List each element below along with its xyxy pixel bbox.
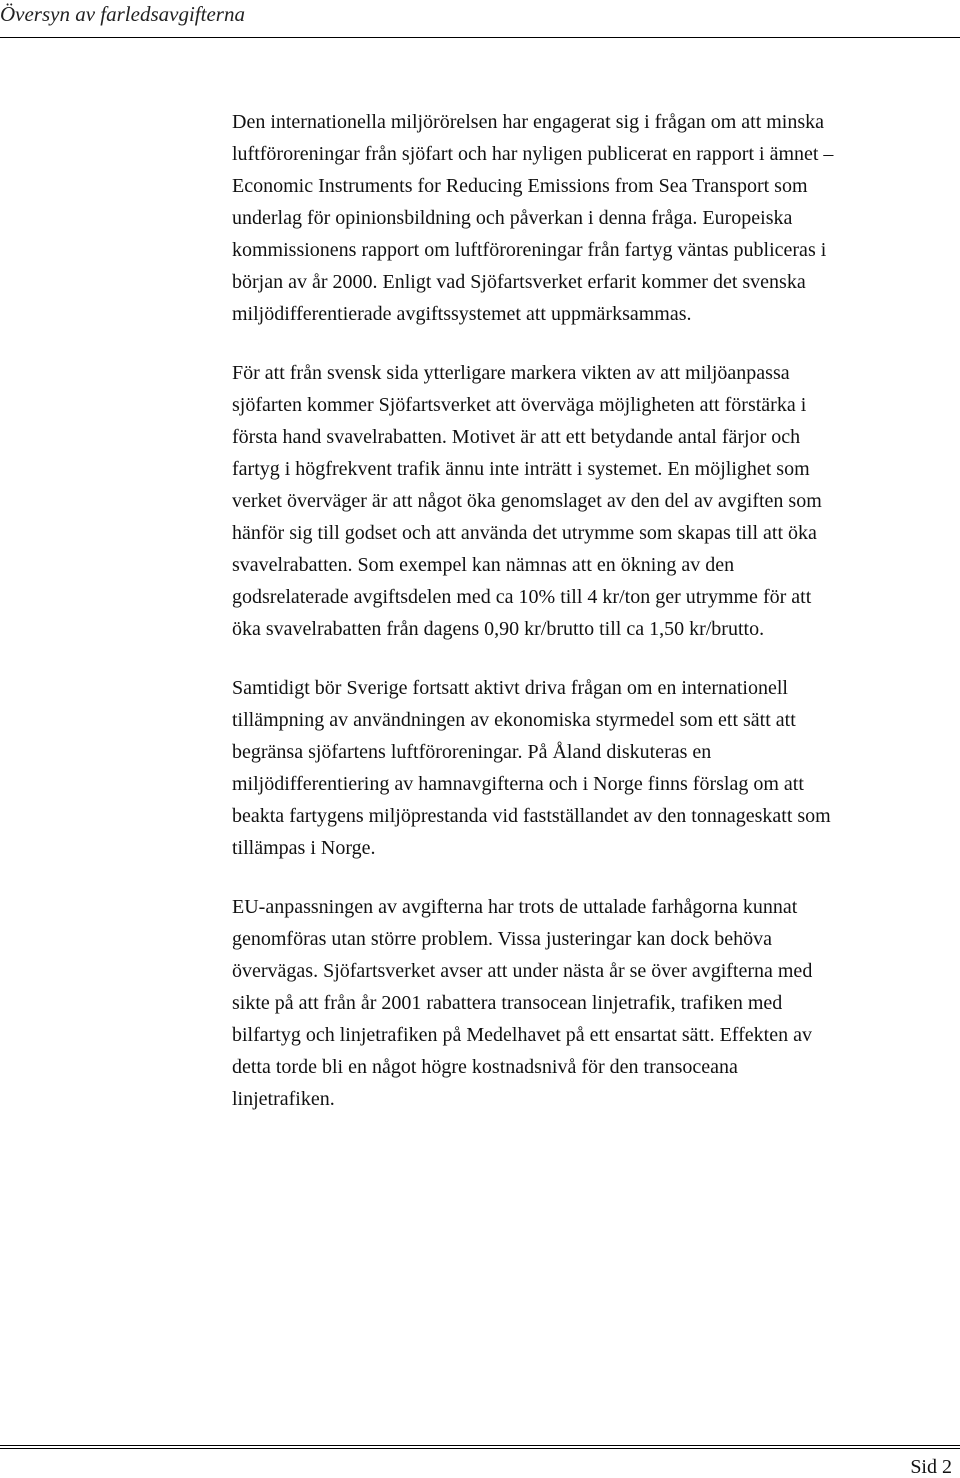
footer-divider [0,1445,960,1449]
text-line: tillämpas i Norge. [232,837,376,859]
text-line: linjetrafiken. [232,1088,335,1110]
text-line: sjöfarten kommer Sjöfartsverket att överväga möjligheten att förstärka i [232,394,807,416]
text-line: EU-anpassningen av avgifterna har trots de uttalade farhågorna kunnat [232,896,798,918]
text-line: detta torde bli en något högre kostnadsnivå för den transoceana [232,1056,738,1078]
text-line: underlag för opinionsbildning och påverkan i denna fråga. Europeiska [232,207,793,229]
text-line: öka svavelrabatten från dagens 0,90 kr/brutto till ca 1,50 kr/brutto. [232,618,765,640]
text-line: verket överväger är att något öka genomslaget av den del av avgiften som [232,490,822,512]
text-line: kommissionens rapport om luftföroreningar från fartyg väntas publiceras i [232,239,827,261]
document-header-title: Översyn av farledsavgifterna [0,2,245,26]
text-line: fartyg i högfrekvent trafik ännu inte inträtt i systemet. En möjlighet som [232,458,810,480]
text-line: svavelrabatten. Som exempel kan nämnas att en ökning av den [232,554,735,576]
paragraph-4 [232,891,950,1115]
text-line: begränsa sjöfartens luftföroreningar. På Åland diskuteras en [232,741,712,763]
paragraph-2 [232,357,950,645]
paragraph-1 [232,106,950,330]
page-number: Sid 2 [910,1456,952,1478]
paragraph-3 [232,672,950,864]
text-line: hänför sig till godset och att använda det utrymme som skapas till att öka [232,522,817,544]
text-line: tillämpning av användningen av ekonomiska styrmedel som ett sätt att [232,709,796,731]
text-line: miljödifferentierade avgiftssystemet att uppmärksammas. [232,303,692,325]
text-line: miljödifferentiering av hamnavgifterna och i Norge finns förslag om att [232,773,804,795]
text-line: övervägas. Sjöfartsverket avser att under nästa år se över avgifterna med [232,960,813,982]
text-line: genomföras utan större problem. Vissa justeringar kan dock behöva [232,928,772,950]
header-divider [0,37,960,38]
text-line: bilfartyg och linjetrafiken på Medelhavet på ett ensartat sätt. Effekten av [232,1024,812,1046]
text-line: sikte på att från år 2001 rabattera transocean linjetrafik, trafiken med [232,992,783,1014]
text-line: För att från svensk sida ytterligare markera vikten av att miljöanpassa [232,362,790,384]
text-line: början av år 2000. Enligt vad Sjöfartsverket erfarit kommer det svenska [232,271,806,293]
text-line: godsrelaterade avgiftsdelen med ca 10% till 4 kr/ton ger utrymme för att [232,586,812,608]
text-line: Economic Instruments for Reducing Emissions from Sea Transport som [232,175,808,197]
document-body [232,106,950,1115]
text-line: Den internationella miljörörelsen har engagerat sig i frågan om att minska [232,111,825,133]
text-line: beakta fartygens miljöprestanda vid fastställandet av den tonnageskatt som [232,805,831,827]
text-line: första hand svavelrabatten. Motivet är att ett betydande antal färjor och [232,426,801,448]
text-line: luftföroreningar från sjöfart och har nyligen publicerat en rapport i ämnet – [232,143,834,165]
text-line: Samtidigt bör Sverige fortsatt aktivt driva frågan om en internationell [232,677,788,699]
